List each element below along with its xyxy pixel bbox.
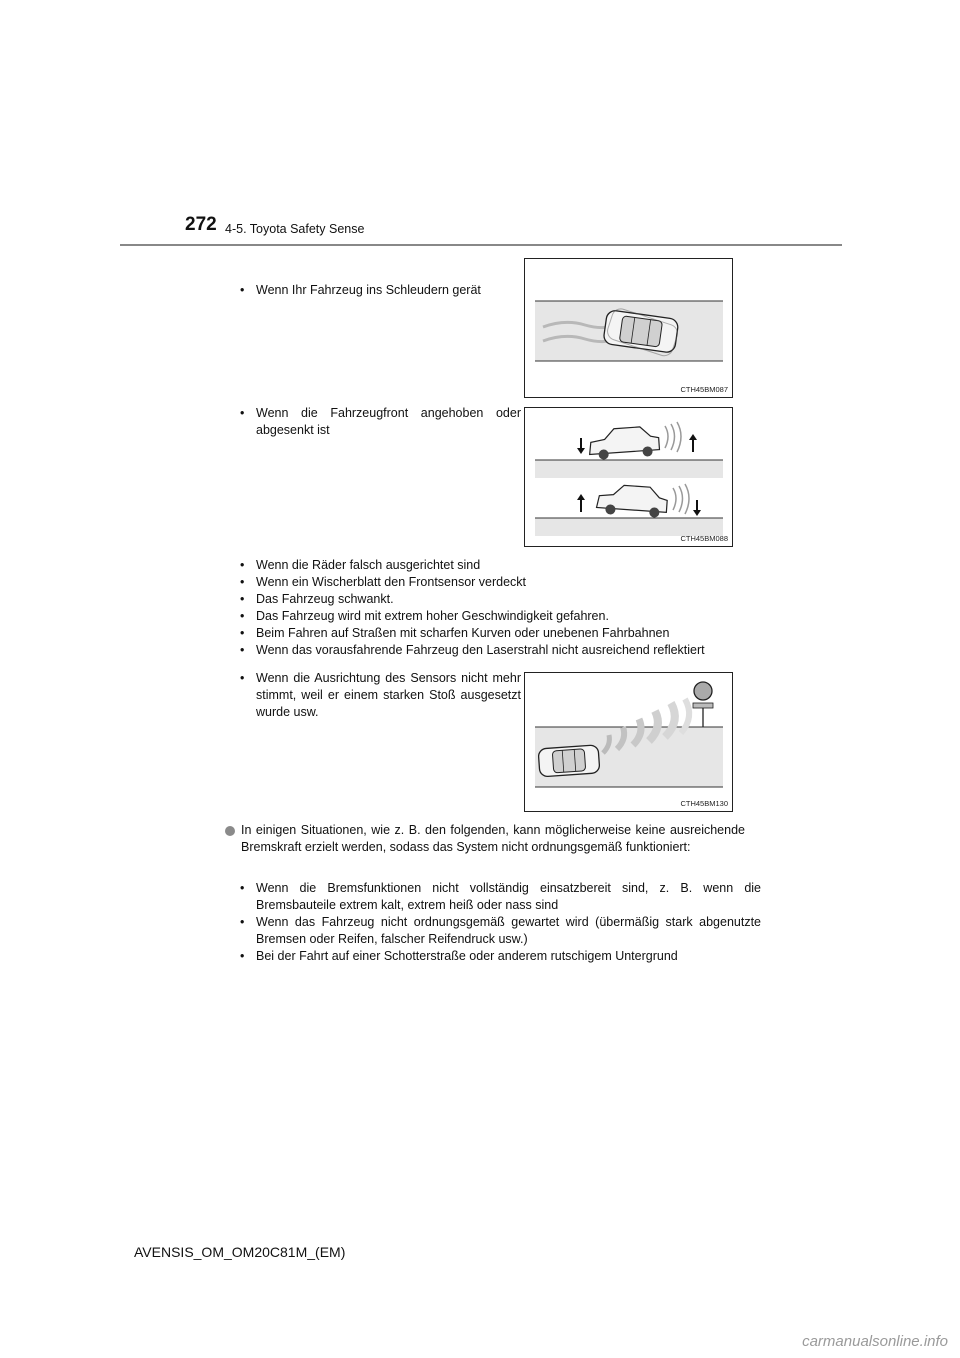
figure-front-tilt [524, 407, 733, 547]
bullet-sensor-misaligned: • Wenn die Ausrichtung des Sensors nicht mehr stimmt, weil er einem starken Stoß ausgesetzt wurde usw. [240, 670, 521, 721]
list-item: • Wenn die Räder falsch ausgerichtet sind [240, 557, 776, 574]
figure-code: CTH45BM130 [680, 799, 728, 808]
list-item: • Das Fahrzeug schwankt. [240, 591, 776, 608]
brake-force-intro: In einigen Situationen, wie z. B. den folgenden, kann möglicherweise keine ausreichende Bremskraft erzielt werden, sodass das System nicht ordnungsgemäß funktioniert: [241, 823, 745, 854]
page-number: 272 [185, 214, 217, 235]
list-item: • Bei der Fahrt auf einer Schotterstraße oder anderem rutschigem Untergrund [240, 948, 761, 965]
bullet-skid: • Wenn Ihr Fahrzeug ins Schleudern gerät [240, 282, 521, 299]
figure-code: CTH45BM088 [680, 534, 728, 543]
sensor-misaligned-illustration [525, 673, 732, 811]
watermark: carmanualsonline.info [802, 1333, 948, 1350]
skidding-car-illustration [525, 259, 732, 397]
figure-skidding-car [524, 258, 733, 398]
circle-bullet-icon [225, 826, 235, 836]
figure-sensor-misaligned [524, 672, 733, 812]
document-code: AVENSIS_OM_OM20C81M_(EM) [134, 1244, 346, 1260]
list-item: • Wenn ein Wischerblatt den Frontsensor verdeckt [240, 574, 776, 591]
list-item: • Das Fahrzeug wird mit extrem hoher Geschwindigkeit gefahren. [240, 608, 776, 625]
list-item: • Wenn das Fahrzeug nicht ordnungsgemäß gewartet wird (übermäßig stark abgenutzte Bremsen oder Reifen, falscher Reifendruck usw.) [240, 914, 761, 948]
figure-code: CTH45BM087 [680, 385, 728, 394]
bullet-front-raised: • Wenn die Fahrzeugfront angehoben oder abgesenkt ist [240, 405, 521, 439]
list-item: • Wenn das vorausfahrende Fahrzeug den Laserstrahl nicht ausreichend reflektiert [240, 642, 776, 659]
brake-force-note [225, 822, 745, 856]
list-item: • Wenn die Bremsfunktionen nicht vollständig einsatzbereit sind, z. B. wenn die Bremsbauteile extrem kalt, extrem heiß oder nass sind [240, 880, 761, 914]
list-item: • Beim Fahren auf Straßen mit scharfen Kurven oder unebenen Fahrbahnen [240, 625, 776, 642]
front-tilt-illustration [525, 408, 732, 546]
section-title: 4-5. Toyota Safety Sense [225, 222, 365, 236]
header-divider [120, 244, 842, 246]
